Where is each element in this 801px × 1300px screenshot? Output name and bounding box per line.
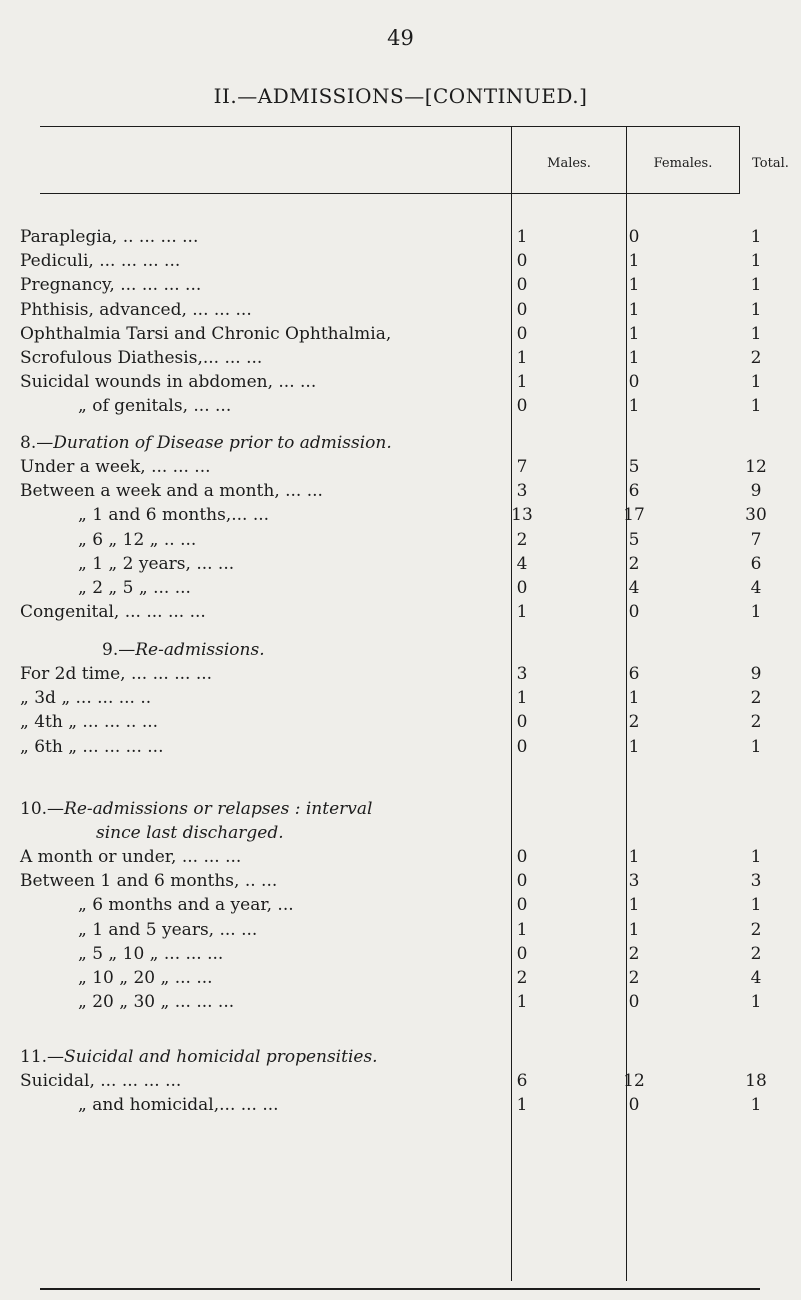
males-value: 1 <box>516 1095 528 1116</box>
males-value: 1 <box>516 688 528 709</box>
row-label: Suicidal, ... ... ... ... <box>20 1071 182 1091</box>
row-label: Pediculi, ... ... ... ... <box>20 251 181 272</box>
row-label: Suicidal wounds in abdomen, ... ... <box>20 372 317 393</box>
section-title-text: Suicidal and homicidal propensities. <box>64 1047 378 1067</box>
row-label: „ 1 and 5 years, ... ... <box>78 919 258 940</box>
row-label: „ 10 „ 20 „ ... ... <box>78 968 213 988</box>
total-value: 2 <box>750 919 762 940</box>
total-value: 1 <box>750 736 762 757</box>
row-label: Ophthalmia Tarsi and Chronic Ophthalmia, <box>20 323 392 344</box>
total-value: 1 <box>750 602 762 623</box>
females-value: 1 <box>628 251 640 272</box>
section-number: 11.— <box>20 1047 65 1067</box>
section-title-continuation-text: since last discharged. <box>96 823 284 843</box>
total-value: 1 <box>750 251 762 272</box>
row-label: „ 3d „ ... ... ... .. <box>20 688 152 709</box>
total-value: 1 <box>750 396 762 417</box>
total-value: 2 <box>750 688 762 709</box>
females-value: 0 <box>628 372 640 393</box>
total-value: 1 <box>750 323 762 344</box>
males-value: 0 <box>516 871 528 892</box>
males-value: 0 <box>516 895 528 916</box>
females-value: 5 <box>628 529 640 550</box>
total-value: 2 <box>750 943 762 964</box>
females-value: 1 <box>628 275 640 296</box>
females-value: 1 <box>628 895 640 916</box>
females-value: 1 <box>628 847 640 867</box>
row-label: Paraplegia, .. ... ... ... <box>20 227 199 247</box>
row-label: Scrofulous Diathesis,... ... ... <box>20 348 263 368</box>
males-value: 1 <box>516 348 528 368</box>
section-number: 9.— <box>102 640 136 660</box>
table-bottom-rule <box>40 1288 760 1290</box>
section-title <box>20 1045 500 1069</box>
males-value: 1 <box>516 227 528 247</box>
row-label: „ 6 months and a year, ... <box>78 895 294 916</box>
total-value: 3 <box>750 871 762 892</box>
males-value: 1 <box>516 372 528 393</box>
total-value: 1 <box>750 895 762 916</box>
row-label: Pregnancy, ... ... ... ... <box>20 275 202 296</box>
page-heading: II.—ADMISSIONS—[CONTINUED.] <box>213 84 588 108</box>
females-value: 1 <box>628 919 640 940</box>
females-value: 0 <box>628 602 640 623</box>
header-bottom-rule <box>40 193 740 194</box>
row-label: A month or under, ... ... ... <box>20 847 242 867</box>
total-value: 2 <box>750 712 762 733</box>
males-value: 0 <box>516 578 528 598</box>
females-value: 4 <box>628 578 640 598</box>
males-value: 7 <box>516 457 528 477</box>
row-label: „ 20 „ 30 „ ... ... ... <box>78 992 235 1013</box>
row-label: „ 1 „ 2 years, ... ... <box>78 553 235 574</box>
row-label: Between a week and a month, ... ... <box>20 481 323 502</box>
females-value: 1 <box>628 736 640 757</box>
females-value: 2 <box>628 712 640 733</box>
total-value: 1 <box>750 227 762 247</box>
page-number: 49 <box>387 26 414 50</box>
females-value: 2 <box>628 553 640 574</box>
row-label: „ 4th „ ... ... .. ... <box>20 712 159 733</box>
total-value: 1 <box>750 372 762 393</box>
row-label: For 2d time, ... ... ... ... <box>20 664 213 684</box>
header-total: Total. <box>752 155 789 171</box>
females-value: 1 <box>628 299 640 320</box>
header-females: Females. <box>653 155 713 171</box>
males-value: 0 <box>516 712 528 733</box>
section-title-text: Re-admissions or relapses : interval <box>64 799 373 819</box>
section-title <box>20 797 500 821</box>
males-value: 1 <box>516 992 528 1013</box>
males-value: 1 <box>516 919 528 940</box>
total-value: 1 <box>750 1095 762 1116</box>
females-value: 1 <box>628 323 640 344</box>
row-label: Congenital, ... ... ... ... <box>20 602 206 623</box>
section-title <box>102 638 582 662</box>
males-value: 0 <box>516 275 528 296</box>
total-value: 12 <box>745 457 767 477</box>
males-value: 0 <box>516 299 528 320</box>
header-males: Males. <box>547 155 591 171</box>
total-value: 1 <box>750 847 762 867</box>
females-value: 17 <box>623 505 645 526</box>
males-value: 0 <box>516 736 528 757</box>
females-value: 6 <box>628 481 640 502</box>
section-number: 8.— <box>20 433 54 453</box>
total-value: 2 <box>750 348 762 368</box>
males-value: 1 <box>516 602 528 623</box>
total-value: 18 <box>745 1071 767 1091</box>
total-value: 9 <box>750 481 762 502</box>
total-value: 4 <box>750 578 762 598</box>
total-value: 1 <box>750 275 762 296</box>
total-value: 1 <box>750 992 762 1013</box>
section-number: 10.— <box>20 799 65 819</box>
males-value: 0 <box>516 396 528 417</box>
row-label: „ 6th „ ... ... ... ... <box>20 736 164 757</box>
table-top-rule <box>40 126 740 127</box>
males-value: 3 <box>516 481 528 502</box>
row-label: „ 6 „ 12 „ .. ... <box>78 529 197 550</box>
row-label: „ 5 „ 10 „ ... ... ... <box>78 943 224 964</box>
females-value: 5 <box>628 457 640 477</box>
females-value: 0 <box>628 227 640 247</box>
section-title-continuation <box>96 821 576 845</box>
males-value: 0 <box>516 251 528 272</box>
males-value: 0 <box>516 323 528 344</box>
row-label: „ and homicidal,... ... ... <box>78 1095 279 1116</box>
females-value: 0 <box>628 992 640 1013</box>
section-title-text: Re-admissions. <box>135 640 265 660</box>
females-value: 0 <box>628 1095 640 1116</box>
total-value: 30 <box>745 505 767 526</box>
males-value: 13 <box>511 505 533 526</box>
row-label: Phthisis, advanced, ... ... ... <box>20 299 252 320</box>
row-label: Under a week, ... ... ... <box>20 457 211 477</box>
females-value: 6 <box>628 664 640 684</box>
males-value: 2 <box>516 529 528 550</box>
females-value: 2 <box>628 943 640 964</box>
row-label: „ 2 „ 5 „ ... ... <box>78 578 191 598</box>
males-value: 6 <box>516 1071 528 1091</box>
total-value: 6 <box>750 553 762 574</box>
row-label: „ of genitals, ... ... <box>78 396 232 417</box>
total-value: 4 <box>750 968 762 988</box>
females-value: 12 <box>623 1071 645 1091</box>
row-label: Between 1 and 6 months, .. ... <box>20 871 278 892</box>
section-title <box>20 431 500 455</box>
females-value: 3 <box>628 871 640 892</box>
row-label: „ 1 and 6 months,... ... <box>78 505 270 526</box>
males-value: 0 <box>516 943 528 964</box>
total-value: 1 <box>750 299 762 320</box>
females-value: 1 <box>628 688 640 709</box>
section-title-text: Duration of Disease prior to admission. <box>53 433 392 453</box>
total-value: 9 <box>750 664 762 684</box>
males-value: 4 <box>516 553 528 574</box>
total-value: 7 <box>750 529 762 550</box>
females-value: 1 <box>628 396 640 417</box>
females-value: 1 <box>628 348 640 368</box>
males-value: 0 <box>516 847 528 867</box>
females-value: 2 <box>628 968 640 988</box>
males-value: 3 <box>516 664 528 684</box>
males-value: 2 <box>516 968 528 988</box>
